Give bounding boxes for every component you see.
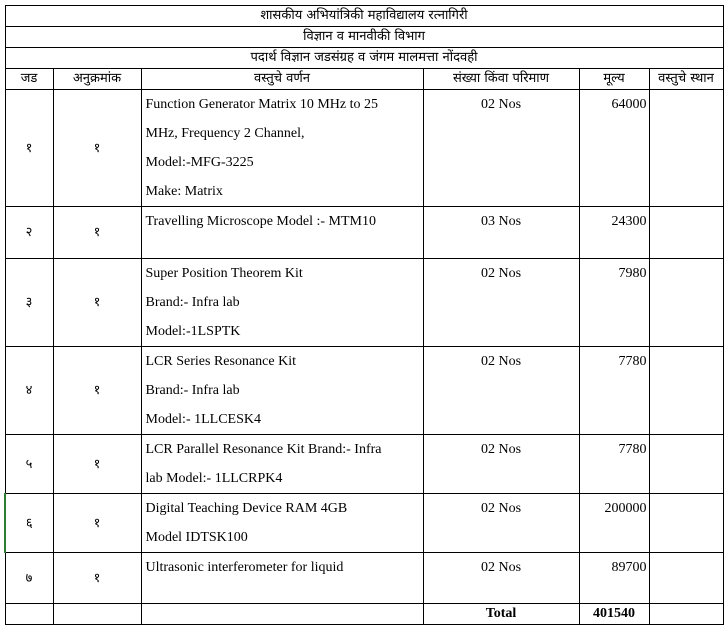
jad-cell: ७ [5, 553, 53, 604]
value-cell: 7780 [579, 435, 649, 494]
description-cell [141, 259, 423, 347]
total-row [5, 604, 723, 625]
description-cell [141, 90, 423, 207]
table-row [5, 347, 723, 435]
serial-cell: १ [53, 494, 141, 553]
description-line: Digital Teaching Device RAM 4GB [145, 501, 348, 516]
title-row-department [5, 27, 723, 48]
description-line: Ultrasonic interferometer for liquid [145, 560, 344, 575]
serial-cell: १ [53, 435, 141, 494]
description-line: Brand:- Infra lab [145, 383, 240, 398]
description-line: Function Generator Matrix 10 MHz to 25 [145, 97, 379, 112]
inventory-table [4, 5, 724, 625]
value-cell: 64000 [579, 90, 649, 207]
header-quantity: संख्या किंवा परिमाण [423, 69, 579, 90]
description-cell [141, 553, 423, 604]
location-cell [649, 435, 723, 494]
serial-cell: १ [53, 259, 141, 347]
column-header-row [5, 69, 723, 90]
table-row [5, 494, 723, 553]
quantity-cell: 02 Nos [423, 90, 579, 207]
location-cell [649, 259, 723, 347]
description-line: LCR Parallel Resonance Kit Brand:- Infra [145, 442, 382, 457]
value-cell: 7780 [579, 347, 649, 435]
title-row-college [5, 6, 723, 27]
location-cell [649, 553, 723, 604]
jad-cell: १ [5, 90, 53, 207]
register-title: पदार्थ विज्ञान जडसंग्रह व जंगम मालमत्ता नोंदवही [5, 48, 723, 69]
inventory-sheet [4, 5, 722, 625]
value-cell: 89700 [579, 553, 649, 604]
serial-cell: १ [53, 347, 141, 435]
description-line: LCR Series Resonance Kit [145, 354, 296, 369]
total-empty-cell [5, 604, 53, 625]
description-cell [141, 494, 423, 553]
jad-cell: ४ [5, 347, 53, 435]
location-cell [649, 207, 723, 259]
description-cell [141, 347, 423, 435]
location-cell [649, 494, 723, 553]
jad-cell: ५ [5, 435, 53, 494]
value-cell: 7980 [579, 259, 649, 347]
header-location: वस्तुचे स्थान [649, 69, 723, 90]
total-empty-cell [53, 604, 141, 625]
table-row [5, 90, 723, 207]
table-row [5, 435, 723, 494]
description-line: Make: Matrix [145, 184, 223, 199]
quantity-cell: 03 Nos [423, 207, 579, 259]
header-jad: जड [5, 69, 53, 90]
description-line: Model:-MFG-3225 [145, 155, 254, 170]
serial-cell: १ [53, 90, 141, 207]
table-row [5, 259, 723, 347]
header-serial: अनुक्रमांक [53, 69, 141, 90]
college-title: शासकीय अभियांत्रिकी महाविद्यालय रत्नागिरी [5, 6, 723, 27]
description-line: lab Model:- 1LLCRPK4 [145, 471, 283, 486]
location-cell [649, 90, 723, 207]
total-label: Total [423, 604, 579, 625]
description-cell [141, 435, 423, 494]
quantity-cell: 02 Nos [423, 553, 579, 604]
value-cell: 24300 [579, 207, 649, 259]
serial-cell: १ [53, 207, 141, 259]
description-line: Brand:- Infra lab [145, 295, 240, 310]
description-line: Super Position Theorem Kit [145, 266, 303, 281]
serial-cell: १ [53, 553, 141, 604]
description-line: Travelling Microscope Model :- MTM10 [145, 214, 376, 229]
department-title: विज्ञान व मानवीकी विभाग [5, 27, 723, 48]
quantity-cell: 02 Nos [423, 494, 579, 553]
jad-cell: ६ [5, 494, 53, 553]
total-empty-cell [649, 604, 723, 625]
description-line: Model:- 1LLCESK4 [145, 412, 261, 427]
description-line: Model:-1LSPTK [145, 324, 241, 339]
quantity-cell: 02 Nos [423, 259, 579, 347]
description-cell [141, 207, 423, 259]
header-value: मूल्य [579, 69, 649, 90]
table-row [5, 207, 723, 259]
title-row-register [5, 48, 723, 69]
description-line: Model IDTSK100 [145, 530, 248, 545]
total-value: 401540 [579, 604, 649, 625]
location-cell [649, 347, 723, 435]
quantity-cell: 02 Nos [423, 347, 579, 435]
table-row [5, 553, 723, 604]
description-line: MHz, Frequency 2 Channel, [145, 126, 305, 141]
total-empty-cell [141, 604, 423, 625]
header-description: वस्तुचे वर्णन [141, 69, 423, 90]
value-cell: 200000 [579, 494, 649, 553]
jad-cell: २ [5, 207, 53, 259]
quantity-cell: 02 Nos [423, 435, 579, 494]
jad-cell: ३ [5, 259, 53, 347]
